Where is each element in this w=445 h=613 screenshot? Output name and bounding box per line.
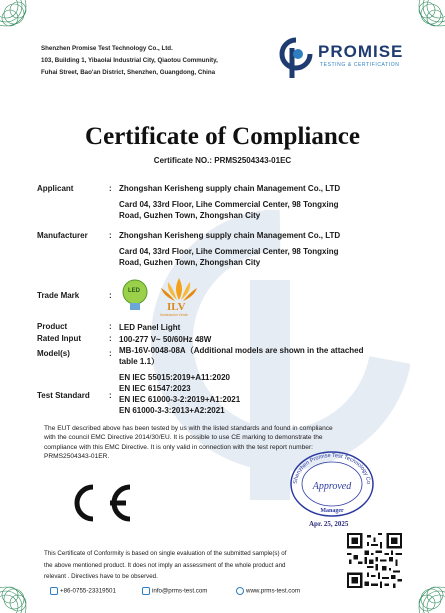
applicant-label: Applicant <box>37 184 74 193</box>
manufacturer-label: Manufacturer <box>37 231 88 240</box>
ilv-text: ILV <box>167 301 186 313</box>
footer-disclaimer <box>44 548 344 583</box>
trademark-label: Trade Mark <box>37 291 80 300</box>
manufacturer-line3: Road, Guzhen Town, Zhongshan City <box>119 258 261 267</box>
corner-ornament-bottom-left <box>0 573 40 613</box>
statement-line4: PRMS2504343-01ER. <box>44 452 110 460</box>
standard-item: EN IEC 61000-3-2:2019+A1:2021 <box>119 395 241 404</box>
standard-item: EN 61000-3-3:2013+A2:2021 <box>119 406 225 415</box>
promise-logo <box>278 36 438 80</box>
statement-line2: with the council EMC Directive 2014/30/EU. It is possible to use CE marking to demonstrate the <box>44 434 323 442</box>
standard-item: EN IEC 55015:2019+A11:2020 <box>119 373 230 382</box>
applicant-value <box>119 183 419 221</box>
statement-line1: The EUT described above has been tested by us with the listed standards and found in compliance <box>44 425 333 432</box>
applicant-line2: Card 04, 33rd Floor, Lihe Commercial Center, 98 Tongxing <box>119 200 339 209</box>
ilv-flame-icon <box>158 276 200 302</box>
ce-mark <box>60 483 134 523</box>
product-label: Product <box>37 322 68 331</box>
standard-item: EN IEC 61547:2023 <box>119 384 191 393</box>
manufacturer-line2: Card 04, 33rd Floor, Lihe Commercial Center, 98 Tongxing <box>119 247 339 256</box>
certificate-number: Certificate NO.: PRMS2504343-01EC <box>153 156 292 165</box>
stamp-signer-text: Manager <box>320 508 344 514</box>
applicant-line3: Road, Guzhen Town, Zhongshan City <box>119 211 261 220</box>
stamp-ring-text: Shenzhen Promise Test Technology Co <box>292 452 372 485</box>
stamp-approved-text: Approved <box>312 481 352 492</box>
approval-date: Apr. 25, 2025 <box>309 520 349 528</box>
models-value <box>119 345 419 367</box>
globe-icon <box>236 587 244 595</box>
rated-input-value: 100-277 V~ 50/60Hz 48W <box>119 335 212 344</box>
applicant-colon: : <box>109 184 112 193</box>
logo-subtitle: TESTING & CERTIFICATION <box>320 62 400 68</box>
footer-line2: the above mentioned product. It does not imply an assessment of the whole product and <box>44 561 286 569</box>
certificate-title: Certificate of Compliance <box>85 123 360 150</box>
led-badge-text: LED <box>128 288 140 294</box>
applicant-line1: Zhongshan Kerisheng supply chain Management Co., LTD <box>119 184 341 193</box>
phone-icon <box>50 587 58 595</box>
corner-ornament-top-left <box>0 0 40 40</box>
phone-text: +86-0755-23319501 <box>60 587 116 595</box>
company-info <box>41 43 218 79</box>
company-address-line2: Fuhai Street, Bao'an District, Shenzhen, Guangdong, China <box>41 69 216 76</box>
models-label: Model(s) <box>37 349 70 358</box>
corner-ornament-top-right <box>405 0 445 40</box>
product-value: LED Panel Light <box>119 323 181 332</box>
website-text[interactable]: www.prms-test.com <box>246 587 300 595</box>
company-address-line1: 103, Building 1, Yibaolai Industrial City, Qiaotou Community, <box>41 57 218 64</box>
ilv-subtext: Iluminación Verde <box>160 313 188 317</box>
approval-stamp <box>289 449 375 519</box>
qr-code[interactable] <box>347 533 402 588</box>
manufacturer-colon: : <box>109 231 112 240</box>
email-icon <box>142 587 150 595</box>
ilv-trademark-logo <box>158 276 200 318</box>
statement-line3: compliance with this EMC Directive. It is only valid in connection with the test report number: <box>44 443 313 451</box>
models-line2: table 1.1） <box>119 357 160 366</box>
led-bulb-icon <box>119 278 151 314</box>
logo-text: PROMISE <box>318 42 404 61</box>
contact-email[interactable] <box>142 587 207 595</box>
test-standard-label: Test Standard <box>37 391 90 400</box>
promise-logo-icon <box>278 36 314 80</box>
rated-input-label: Rated Input <box>37 334 81 343</box>
footer-line3: relevant . Directives have to be observed. <box>44 573 158 580</box>
test-standard-colon: : <box>109 391 112 400</box>
email-text[interactable]: info@prms-test.com <box>152 587 208 595</box>
led-trademark-logo <box>119 278 151 314</box>
manufacturer-line1: Zhongshan Kerisheng supply chain Management Co., LTD <box>119 231 341 240</box>
footer-line1: This Certificate of Conformity is based on single evaluation of the submitted sample(s) of <box>44 550 287 557</box>
contact-website[interactable] <box>236 587 300 595</box>
corner-ornament-bottom-right <box>405 573 445 613</box>
models-colon: : <box>109 349 112 358</box>
company-name: Shenzhen Promise Test Technology Co., Ltd. <box>41 45 173 52</box>
models-line1: MB-16V-0048-08A（Additional models are shown in the attached <box>119 346 364 355</box>
product-colon: : <box>109 322 112 331</box>
test-standard-list <box>119 372 419 416</box>
trademark-colon: : <box>109 291 112 300</box>
contact-phone <box>50 587 116 595</box>
rated-input-colon: : <box>109 334 112 343</box>
manufacturer-value <box>119 230 419 268</box>
